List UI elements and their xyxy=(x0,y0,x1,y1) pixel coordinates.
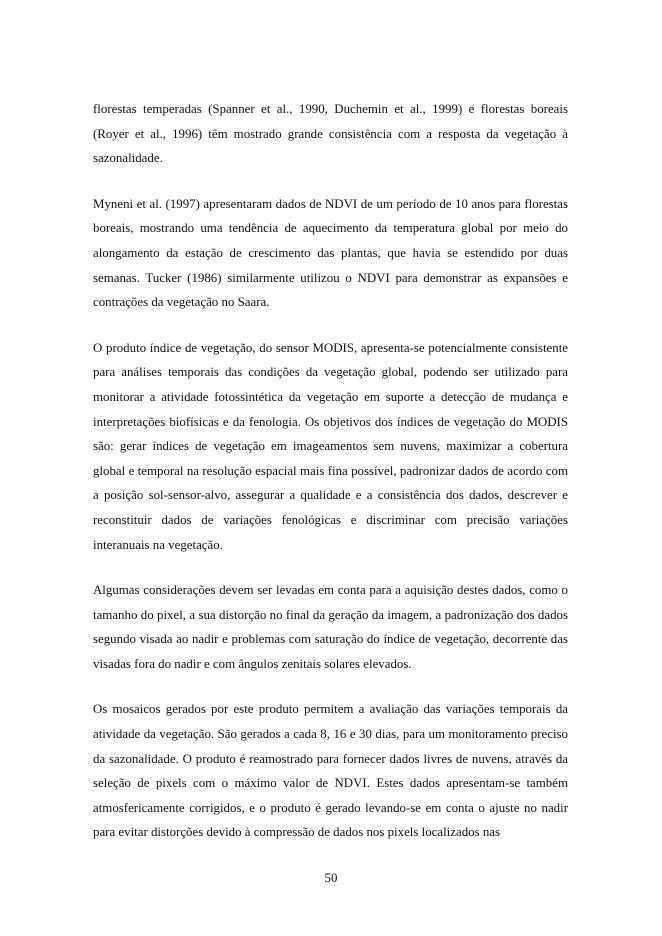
paragraph-3: O produto índice de vegetação, do sensor MODIS, apresenta-se potencialmente consistente para análises temporais das condições da vegetação global, podendo ser utilizado para monitorar a atividade fotossintética da vegetação em suporte a detecção de mudança e interpretações biofísicas e da fenologia. Os objetivos dos índices de vegetação do MODIS são: gerar índices de vegetação em imageamentos sem nuvens, maximizar a cobertura global e temporal na resolução espacial mais fina possível, padronizar dados de acordo com a posição sol-sensor-alvo, assegurar a qualidade e a consistência dos dados, descrever e reconstituir dados de variações fenológicas e discriminar com precisão variações interanuais na vegetação. xyxy=(93,340,568,552)
paragraph-4: Algumas considerações devem ser levadas em conta para a aquisição destes dados, como o tamanho do pixel, a sua distorção no final da geração da imagem, a padronização dos dados segundo visada ao nadir e problemas com saturação do índice de vegetação, decorrente das visadas fora do nadir e com ângulos zenitais solares elevados. xyxy=(93,583,568,671)
page-body xyxy=(93,97,568,866)
paragraph-5: Os mosaicos gerados por este produto permitem a avaliação das variações temporais da atividade da vegetação. São gerados a cada 8, 16 e 30 dias, para um monitoramento preciso da sazonalidade. O produto é reamostrado para fornecer dados livres de nuvens, através da seleção de pixels com o máximo valor de NDVI. Estes dados apresentam-se também atmosfericamente corrigidos, e o produto é gerado levando-se em conta o ajuste no nadir para evitar distorções devido à compressão de dados nos pixels localizados nas xyxy=(93,702,568,840)
paragraph-2: Myneni et al. (1997) apresentaram dados de NDVI de um período de 10 anos para florestas boreais, mostrando uma tendência de aquecimento da temperatura global por meio do alongamento da estação de crescimento das plantas, que havia se estendido por duas semanas. Tucker (1986) similarmente utilizou o NDVI para demonstrar as expansões e contrações da vegetação no Saara. xyxy=(93,196,568,310)
paragraph-1: florestas temperadas (Spanner et al., 1990, Duchemin et al., 1999) e florestas boreais (Royer et al., 1996) têm mostrado grande consistência com a resposta da vegetação à sazonalidade. xyxy=(93,102,568,166)
page-number: 50 xyxy=(324,871,338,885)
